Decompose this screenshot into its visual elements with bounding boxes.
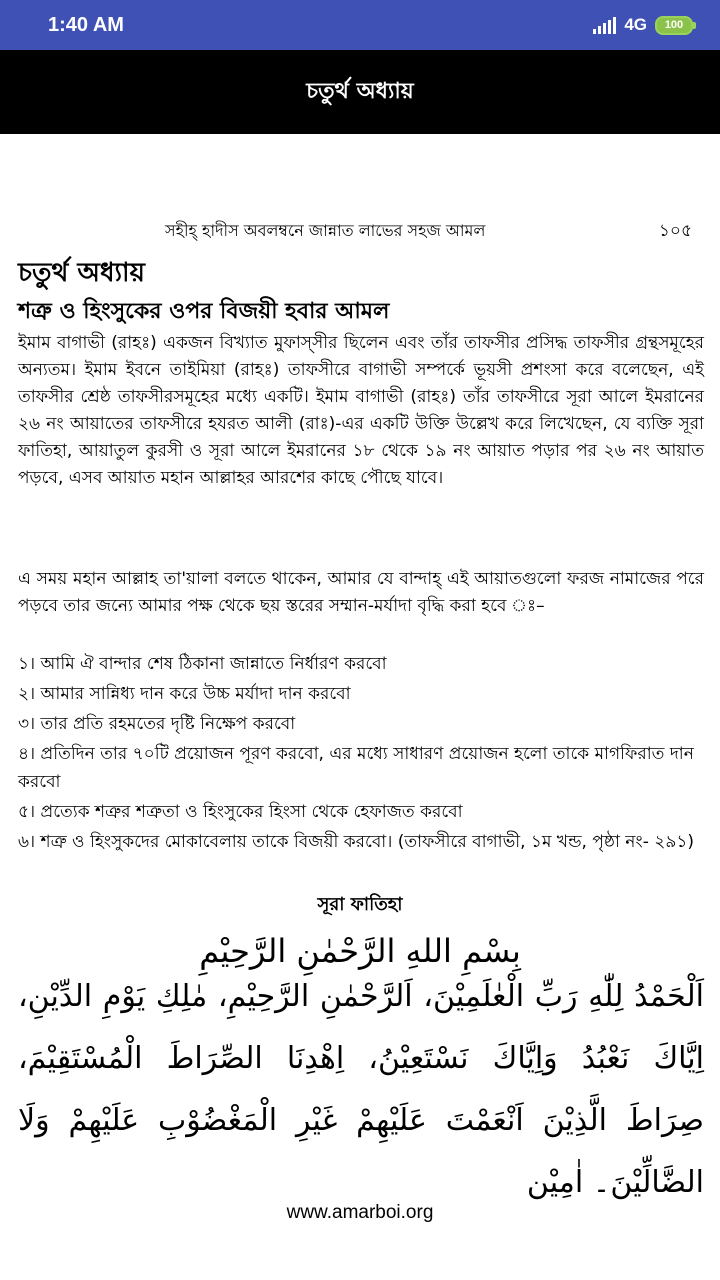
status-time: 1:40 AM (48, 13, 124, 36)
paragraph-2: এ সময় মহান আল্লাহ তা'য়ালা বলতে থাকেন, আমার যে বান্দাহ্ এই আয়াতগুলো ফরজ নামাজের পরে পড়বে তার জন্যে আমার পক্ষ থেকে ছয় স্তরের সম্মান-মর্যাদা বৃদ্ধি করা হবে ঃ– (18, 569, 704, 616)
network-type: 4G (624, 15, 647, 34)
signal-icon (593, 16, 616, 34)
paragraph-1: ইমাম বাগাভী (রাহঃ) একজন বিখ্যাত মুফাস্সীর ছিলেন এবং তাঁর তাফসীর প্রসিদ্ধ তাফসীর গ্রন্থসমূহের অন্যতম। ইমাম ইবনে তাইমিয়া (রাহঃ) তাফসীরে বাগাভী সম্পর্কে ভূয়সী প্রশংসা করে বলেছেন, এই তাফসীর শ্রেষ্ঠ তাফসীরসমূহের মধ্যে একটি। ইমাম বাগাভী (রাহঃ) তাঁর তাফসীরে সূরা আলে ইমরানের ২৬ নং আয়াতের তাফসীরে হযরত আলী (রাঃ)-এর একটি উক্তি উল্লেখ করে লিখেছেন, যে ব্যক্তি সূরা ফাতিহা, আয়াতুল কুরসী ও সূরা আলে ইমরানের ১৮ থেকে ১৯ নং আয়াত পড়ার পর ২৬ নং আয়াত পড়বে, এসব আয়াত মহান আল্লাহর আরশের কাছে পৌছে যাবে। (18, 333, 704, 488)
status-bar (0, 0, 720, 50)
app-bar (0, 50, 720, 134)
list-item: ৫। প্রত্যেক শত্রুর শত্রুতা ও হিংসুকের হিংসা থেকে হেফাজত করবো (18, 802, 463, 822)
list-item: ১। আমি ঐ বান্দার শেষ ঠিকানা জান্নাতে নির্ধারণ করবো (18, 654, 387, 674)
battery-level: 100 (655, 16, 693, 35)
list-item: ৪। প্রতিদিন তার ৭০টি প্রয়োজন পূরণ করবো, এর মধ্যে সাধারণ প্রয়োজন হলো তাকে মাগফিরাত দান করবো (18, 744, 694, 792)
list-item: ৬। শত্রু ও হিংসুকদের মোকাবেলায় তাকে বিজয়ী করবো। (তাফসীরে বাগাভী, ১ম খন্ড, পৃষ্ঠা নং- ২৯১) (18, 832, 695, 852)
battery-icon (655, 16, 696, 35)
honor-list (18, 650, 704, 858)
app-title: চতুর্থ অধ্যায় (306, 78, 414, 104)
chapter-heading: চতুর্থ অধ্যায় (18, 258, 145, 288)
list-item: ২। আমার সান্নিধ্য দান করে উচ্চ মর্যাদা দান করবো (18, 684, 351, 704)
section-heading: শত্রু ও হিংসুকের ওপর বিজয়ী হবার আমল (18, 299, 390, 324)
page-number: ১০৫ (658, 221, 692, 241)
status-icons (593, 15, 696, 35)
footer-url: www.amarboi.org (286, 1202, 434, 1223)
sura-title: সূরা ফাতিহা (317, 894, 403, 915)
list-item: ৩। তার প্রতি রহমতের দৃষ্টি নিক্ষেপ করবো (18, 714, 296, 734)
book-page[interactable] (0, 134, 720, 1280)
battery-tip (693, 22, 696, 29)
fatiha-text: اَلْحَمْدُ لِلّٰهِ رَبِّ الْعٰلَمِيْنَ، اَلرَّحْمٰنِ الرَّحِيْمِ، مٰلِكِ يَوْمِ الدِّيْنِ، اِيَّاكَ نَعْبُدُ وَاِيَّاكَ نَسْتَعِيْنُ، اِهْدِنَا الصِّرَاطَ الْمُسْتَقِيْمَ، صِرَاطَ الَّذِيْنَ اَنْعَمْتَ عَلَيْهِمْ غَيْرِ الْمَغْضُوْبِ عَلَيْهِمْ وَلَا الضَّالِّيْنَ۔ اٰمِيْن (18, 979, 704, 1200)
bismillah-text: بِسْمِ اللهِ الرَّحْمٰنِ الرَّحِيْمِ (199, 932, 521, 970)
running-head: সহীহ্ হাদীস অবলম্বনে জান্নাত লাভের সহজ আমল (165, 221, 486, 240)
